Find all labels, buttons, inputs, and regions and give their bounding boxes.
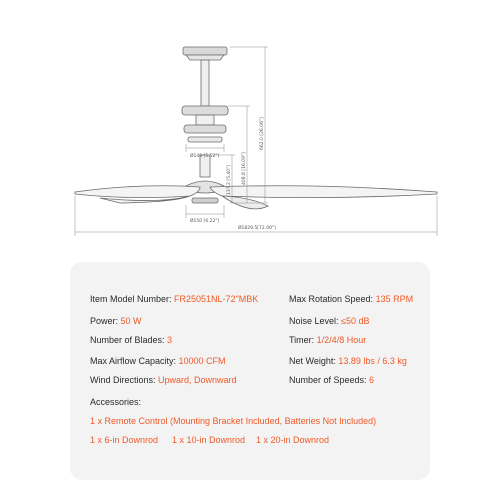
label-height-full: 662.0 [26.06"] xyxy=(260,117,265,150)
spec-value: 50 W xyxy=(120,316,142,326)
spec-label: Power: xyxy=(90,316,121,326)
label-height-mid: 408.8 [16.09"] xyxy=(242,152,247,185)
spec-power xyxy=(90,315,142,327)
spec-value: 3 xyxy=(167,335,173,345)
spec-wind-directions xyxy=(90,374,237,386)
accessory-downrod-6in: 1 x 6-in Downrod xyxy=(90,435,159,445)
spec-label: Item Model Number: xyxy=(90,294,175,304)
spec-speeds xyxy=(289,374,374,386)
spec-value: ≤50 dB xyxy=(341,316,370,326)
label-height-short: 137.2 [5.40"] xyxy=(227,165,232,195)
spec-label: Timer: xyxy=(289,335,317,345)
spec-label: Number of Speeds: xyxy=(289,375,370,385)
spec-rotation-speed xyxy=(289,293,413,305)
spec-noise-level xyxy=(289,315,370,327)
spec-value: 135 RPM xyxy=(375,294,414,304)
downrod xyxy=(201,60,209,106)
label-fan-diameter: Ø1829.5[72.00"] xyxy=(238,226,276,231)
canopy xyxy=(183,47,227,55)
accessory-downrod-10in: 1 x 10-in Downrod xyxy=(172,435,246,445)
spec-value: FR25051NL-72"MBK xyxy=(174,294,259,304)
accessory-remote-control: 1 x Remote Control (Mounting Bracket Included, Batteries Not Included) xyxy=(90,416,377,426)
spec-value: 6 xyxy=(369,375,375,385)
fan-blade-front xyxy=(222,196,268,209)
label-downrod-diameter: Ø140 [5.52"] xyxy=(190,154,220,159)
spec-label: Number of Blades: xyxy=(90,335,168,345)
spec-label: Max Airflow Capacity: xyxy=(90,356,179,366)
spec-label: Noise Level: xyxy=(289,316,342,326)
spec-item-model xyxy=(90,293,258,305)
accessories-heading: Accessories: xyxy=(90,397,142,407)
spec-airflow xyxy=(90,355,226,367)
spec-value: 10000 CFM xyxy=(178,356,226,366)
spec-label: Net Weight: xyxy=(289,356,339,366)
motor-neck xyxy=(196,115,214,125)
fan-blade-right xyxy=(210,186,437,198)
motor-housing xyxy=(184,125,226,133)
spec-timer xyxy=(289,334,366,346)
bottom-cap xyxy=(192,198,218,203)
switch-housing xyxy=(188,137,222,142)
spec-value: 13.89 lbs / 6.3 kg xyxy=(338,356,407,366)
fan-blade-left xyxy=(75,186,200,198)
label-motor-diameter: Ø150 [6.22"] xyxy=(190,219,220,224)
motor-housing-top xyxy=(182,106,228,115)
accessory-downrod-20in: 1 x 20-in Downrod xyxy=(256,435,330,445)
spec-label: Max Rotation Speed: xyxy=(289,294,376,304)
spec-label: Wind Directions: xyxy=(90,375,159,385)
spec-value: Upward, Downward xyxy=(158,375,237,385)
spec-value: 1/2/4/8 Hour xyxy=(316,335,367,345)
spec-net-weight xyxy=(289,355,407,367)
canopy-base xyxy=(186,55,224,60)
spec-blades xyxy=(90,334,172,346)
